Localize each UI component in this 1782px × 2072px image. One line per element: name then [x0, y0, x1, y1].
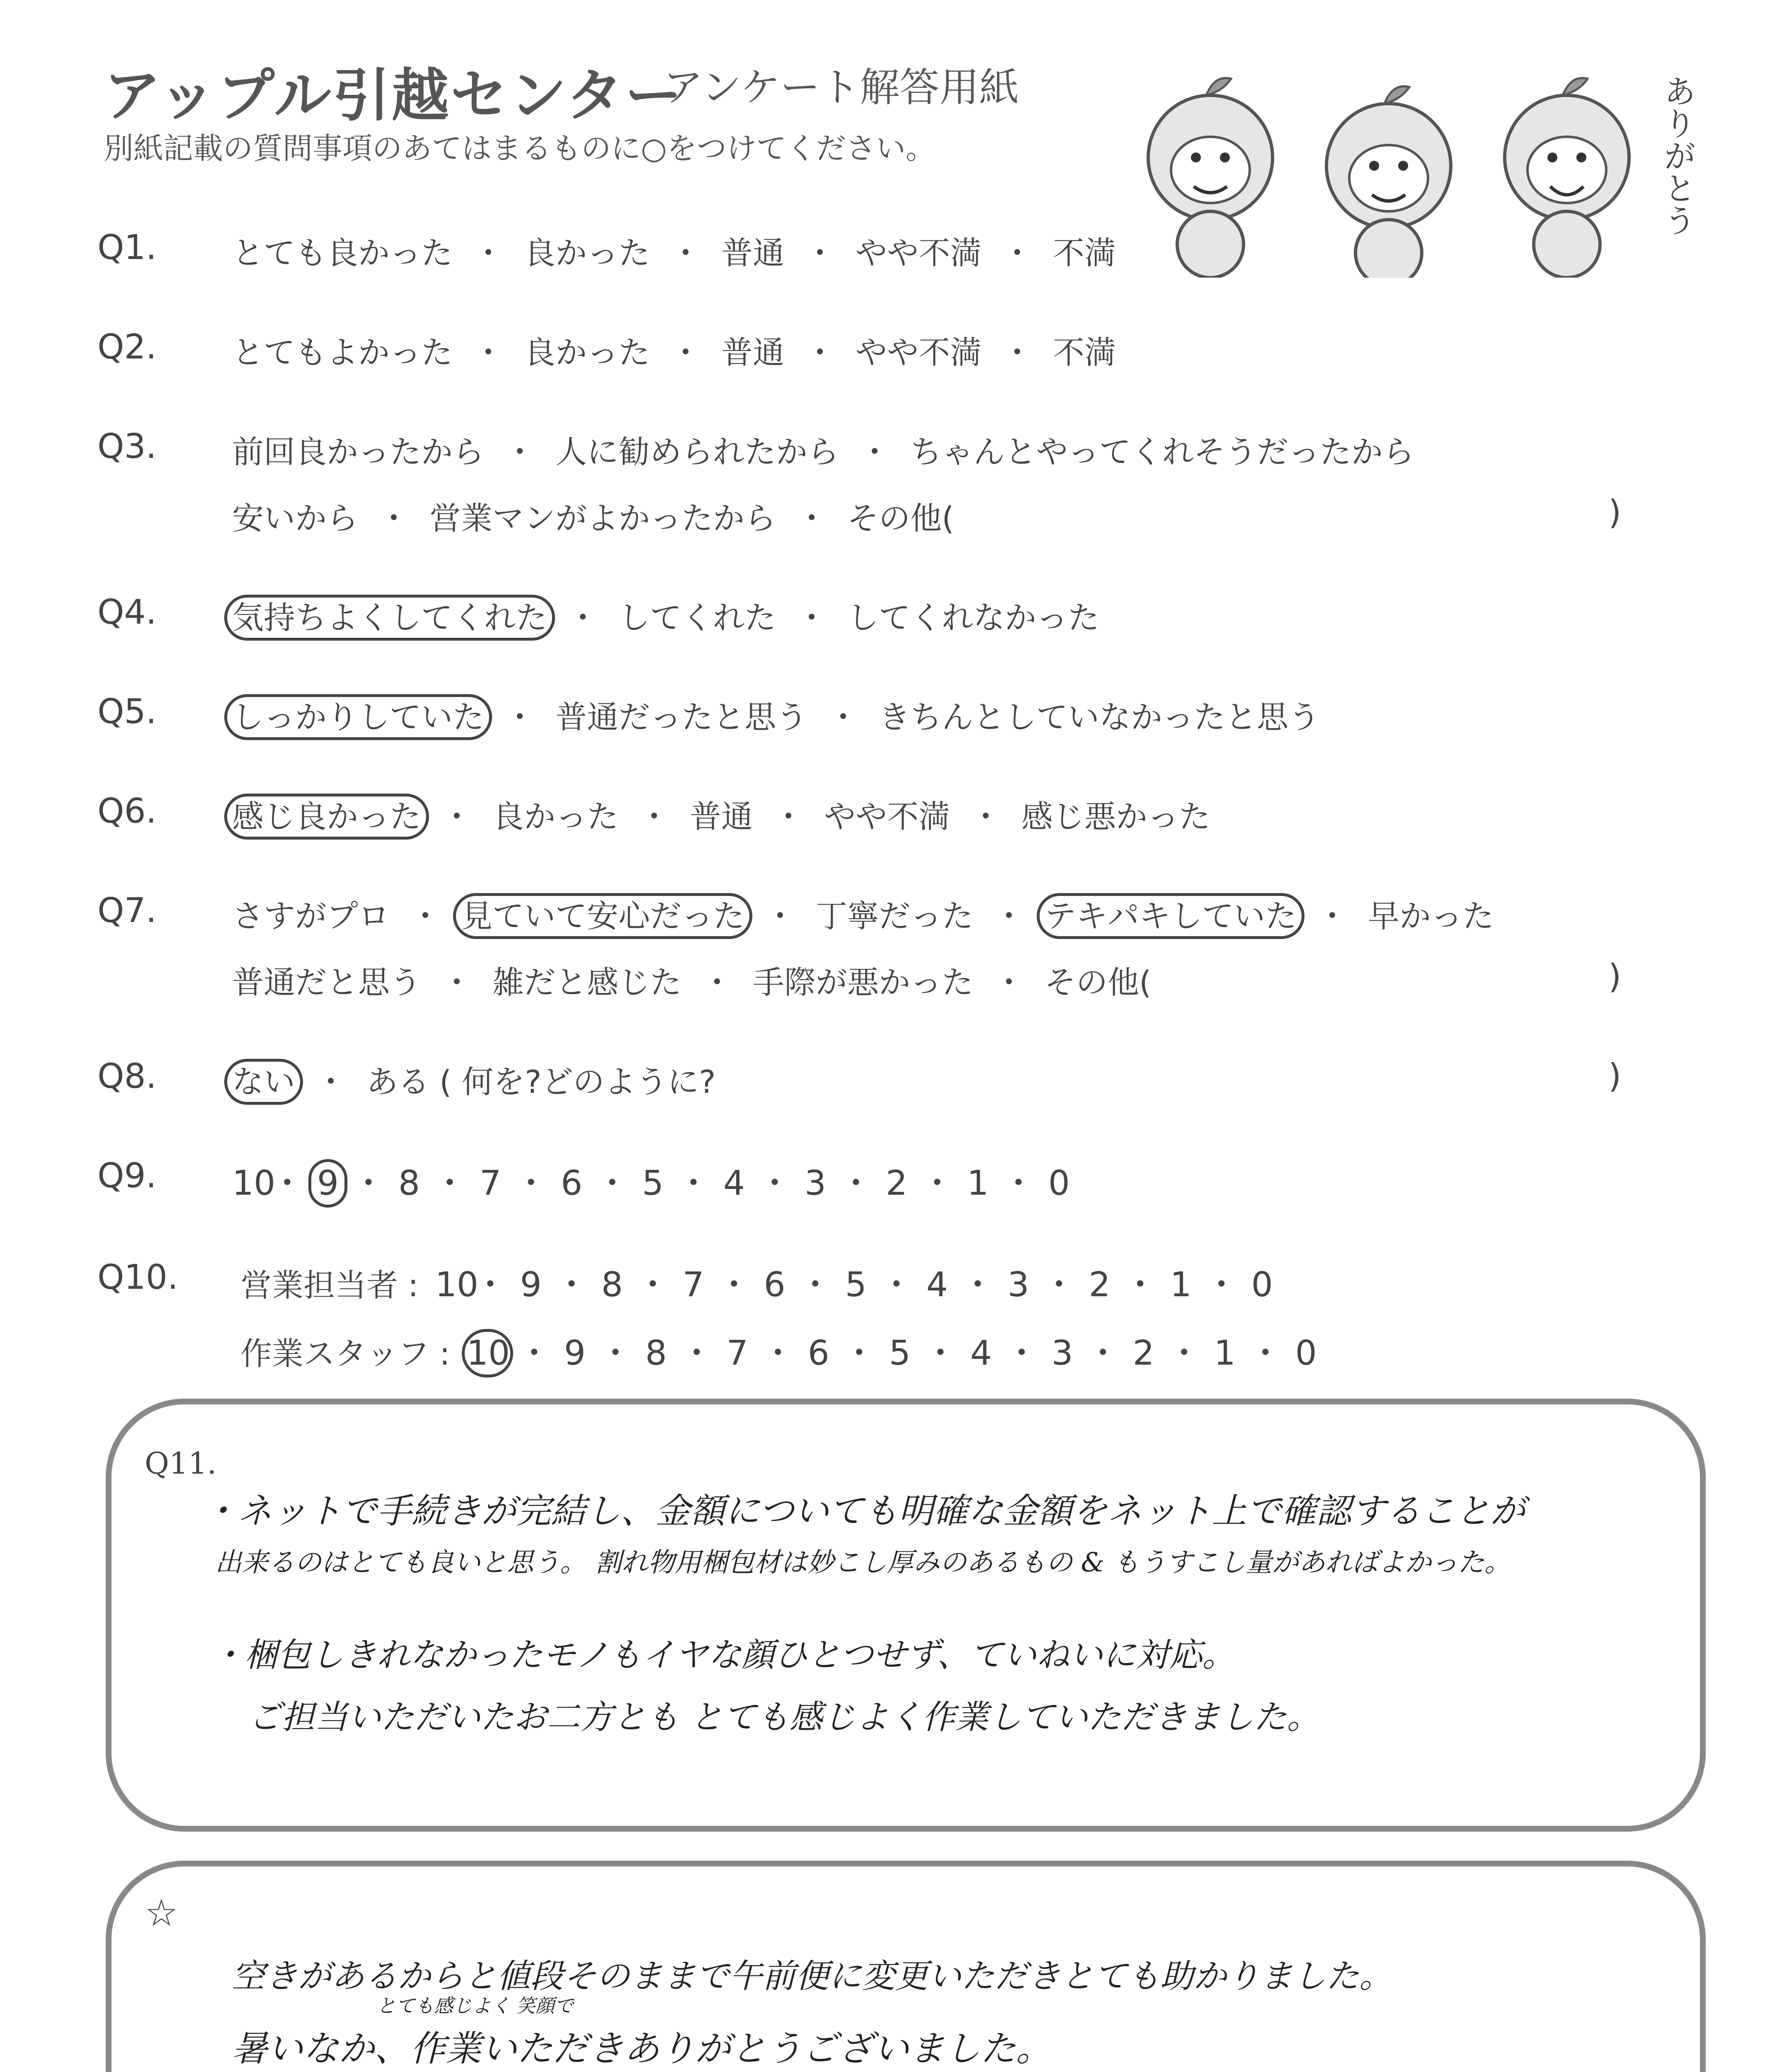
option[interactable]: 感じ悪かった: [1021, 798, 1210, 835]
q9-number: Q9.: [97, 1156, 157, 1196]
score[interactable]: 1: [1170, 1265, 1192, 1305]
score[interactable]: 4: [723, 1164, 745, 1203]
score[interactable]: 8: [645, 1334, 667, 1373]
score[interactable]: 2: [1132, 1334, 1154, 1373]
q9-scale: 10・ 9 ・ 8 ・ 7 ・ 6 ・ 5 ・ 4 ・ 3 ・ 2 ・ 1 ・ 0: [232, 1156, 1074, 1205]
survey-subtitle: アンケート解答用紙: [663, 64, 1019, 111]
handwritten-line: ・ネットで手続きが完結し、金額についても明確な金額をネット上で確認することが: [203, 1491, 1525, 1531]
q5-number: Q5.: [97, 692, 157, 731]
sales-label: 営業担当者 :: [240, 1267, 419, 1304]
mascot-caption: ありがとう: [1658, 75, 1696, 236]
score[interactable]: 0: [1048, 1164, 1070, 1203]
option-selected[interactable]: 見ていて安心だった: [453, 893, 752, 939]
option[interactable]: 営業マンがよかったから: [429, 500, 776, 537]
score[interactable]: 6: [764, 1265, 786, 1305]
score[interactable]: 7: [479, 1164, 502, 1203]
option[interactable]: さすがプロ: [232, 898, 390, 934]
option[interactable]: 不満: [1053, 235, 1116, 271]
score[interactable]: 2: [1089, 1265, 1110, 1305]
score[interactable]: 4: [926, 1265, 948, 1305]
staff-label: 作業スタッフ :: [240, 1335, 450, 1372]
option[interactable]: とても良かった: [232, 235, 453, 271]
score[interactable]: 3: [1007, 1265, 1029, 1305]
q2-number: Q2.: [97, 327, 157, 367]
close-paren: ): [1608, 957, 1622, 996]
option[interactable]: ある ( 何を?どのように?: [366, 1063, 716, 1100]
option[interactable]: 人に勧められたから: [555, 433, 839, 470]
option[interactable]: 普通: [721, 235, 784, 271]
q1-number: Q1.: [97, 228, 157, 267]
score[interactable]: 5: [889, 1334, 911, 1373]
option[interactable]: その他(: [1045, 964, 1152, 1001]
score[interactable]: 7: [682, 1265, 704, 1305]
q10-sales-scale: 営業担当者 : 10・ 9 ・ 8 ・ 7 ・ 6 ・ 5 ・ 4 ・ 3 ・ 2 ・ 1 ・ 0: [240, 1258, 1277, 1306]
close-paren: ): [1608, 1057, 1622, 1095]
option-selected[interactable]: しっかりしていた: [224, 694, 492, 740]
option[interactable]: その他(: [847, 500, 954, 537]
q11-comment-box[interactable]: [106, 1399, 1706, 1832]
option[interactable]: 普通: [690, 798, 753, 835]
q1-options: とても良かった ・ 良かった ・ 普通 ・ やや不満 ・ 不満: [232, 235, 1116, 271]
option-selected[interactable]: 感じ良かった: [224, 794, 429, 840]
star-comment-box[interactable]: [106, 1861, 1706, 2072]
q2-options: とてもよかった ・ 良かった ・ 普通 ・ やや不満 ・ 不満: [232, 334, 1116, 371]
score[interactable]: 1: [967, 1164, 989, 1203]
option[interactable]: 普通だったと思う: [555, 699, 807, 736]
option[interactable]: 安いから: [232, 500, 358, 537]
q10-number: Q10.: [97, 1258, 178, 1297]
option[interactable]: 良かった: [524, 235, 650, 271]
score[interactable]: 9: [520, 1265, 542, 1305]
option[interactable]: 丁寧だった: [816, 898, 973, 934]
q3-options-line2: 安いから ・ 営業マンがよかったから ・ その他(: [232, 500, 954, 537]
score-selected[interactable]: 9: [308, 1159, 347, 1208]
handwritten-insertion: とても感じよく 笑顔で: [377, 1995, 574, 2017]
option[interactable]: やや不満: [856, 334, 982, 371]
option[interactable]: 雑だと感じた: [492, 964, 681, 1001]
option[interactable]: 手際が悪かった: [753, 964, 973, 1001]
score[interactable]: 8: [398, 1164, 420, 1203]
option[interactable]: 普通: [721, 334, 784, 371]
option[interactable]: 前回良かったから: [232, 433, 484, 470]
score-selected[interactable]: 10: [462, 1329, 513, 1377]
q8-number: Q8.: [97, 1057, 157, 1096]
score[interactable]: 0: [1295, 1334, 1317, 1373]
score[interactable]: 4: [970, 1334, 992, 1373]
option-selected[interactable]: 気持ちよくしてくれた: [224, 595, 555, 641]
option[interactable]: 良かった: [524, 334, 650, 371]
score[interactable]: 6: [807, 1334, 829, 1373]
option-selected[interactable]: ない: [224, 1059, 303, 1105]
score[interactable]: 0: [1251, 1265, 1273, 1305]
q5-options: しっかりしていた ・ 普通だったと思う ・ きちんとしていなかったと思う: [232, 692, 1320, 737]
score[interactable]: 3: [804, 1164, 827, 1203]
handwritten-line: 空きがあるからと値段そのままで午前便に変更いただきとても助かりました。: [232, 1957, 1392, 1995]
handwritten-line: 暑いなか、作業いただきありがとうございました。: [232, 2028, 1052, 2070]
option[interactable]: とてもよかった: [232, 334, 453, 371]
option[interactable]: してくれなかった: [847, 599, 1099, 636]
mascot-monkeys-illustration: [1119, 62, 1679, 278]
q11-label: Q11.: [145, 1446, 217, 1481]
instruction-text: 別紙記載の質問事項のあてはまるものに○をつけてください。: [104, 131, 936, 166]
q6-number: Q6.: [97, 792, 157, 831]
score[interactable]: 10: [232, 1164, 276, 1203]
option[interactable]: やや不満: [824, 798, 950, 835]
handwritten-line: ・梱包しきれなかったモノもイヤな顔ひとつせず、ていねいに対応。: [211, 1636, 1236, 1674]
option[interactable]: 早かった: [1368, 898, 1494, 934]
score[interactable]: 9: [564, 1334, 586, 1373]
score[interactable]: 5: [642, 1164, 664, 1203]
q7-options-line1: さすがプロ ・ 見ていて安心だった ・ 丁寧だった ・ テキパキしていた ・ 早かった: [232, 891, 1494, 936]
score[interactable]: 10: [435, 1265, 479, 1305]
option[interactable]: やや不満: [856, 235, 982, 271]
option[interactable]: ちゃんとやってくれそうだったから: [910, 433, 1414, 470]
option[interactable]: 普通だと思う: [232, 964, 421, 1001]
survey-title: アップル引越センター: [104, 62, 684, 129]
option[interactable]: 不満: [1053, 334, 1116, 371]
q4-number: Q4.: [97, 593, 157, 632]
score[interactable]: 8: [601, 1265, 623, 1305]
q10-staff-scale: 作業スタッフ : 10 ・ 9 ・ 8 ・ 7 ・ 6 ・ 5 ・ 4 ・ 3 ・ 2 ・ 1 ・ 0: [240, 1326, 1321, 1375]
q7-number: Q7.: [97, 891, 157, 930]
q7-options-line2: 普通だと思う ・ 雑だと感じた ・ 手際が悪かった ・ その他(: [232, 964, 1152, 1001]
score[interactable]: 3: [1051, 1334, 1073, 1373]
score[interactable]: 5: [845, 1265, 867, 1305]
star-icon: ☆: [145, 1891, 178, 1935]
q4-options: 気持ちよくしてくれた ・ してくれた ・ してくれなかった: [232, 593, 1099, 638]
option-selected[interactable]: テキパキしていた: [1037, 893, 1304, 939]
handwritten-line: 出来るのはとても良いと思う。 割れ物用梱包材は妙こし厚みのあるもの & もうすこし量があればよかった。: [215, 1547, 1511, 1578]
option[interactable]: 良かった: [492, 798, 618, 835]
option[interactable]: きちんとしていなかったと思う: [879, 699, 1320, 736]
q8-options: ない ・ ある ( 何を?どのように?: [232, 1057, 716, 1102]
score[interactable]: 1: [1214, 1334, 1236, 1373]
q3-number: Q3.: [97, 427, 157, 466]
score[interactable]: 6: [560, 1164, 583, 1203]
close-paren: ): [1608, 493, 1622, 532]
q6-options: 感じ良かった ・ 良かった ・ 普通 ・ やや不満 ・ 感じ悪かった: [232, 792, 1210, 837]
q3-options-line1: 前回良かったから ・ 人に勧められたから ・ ちゃんとやってくれそうだったから: [232, 433, 1414, 470]
score[interactable]: 2: [885, 1164, 908, 1203]
score[interactable]: 7: [726, 1334, 748, 1373]
option[interactable]: してくれた: [618, 599, 776, 636]
handwritten-line: ご担当いただいたお二方とも とても感じよく作業していただきました。: [248, 1698, 1320, 1736]
